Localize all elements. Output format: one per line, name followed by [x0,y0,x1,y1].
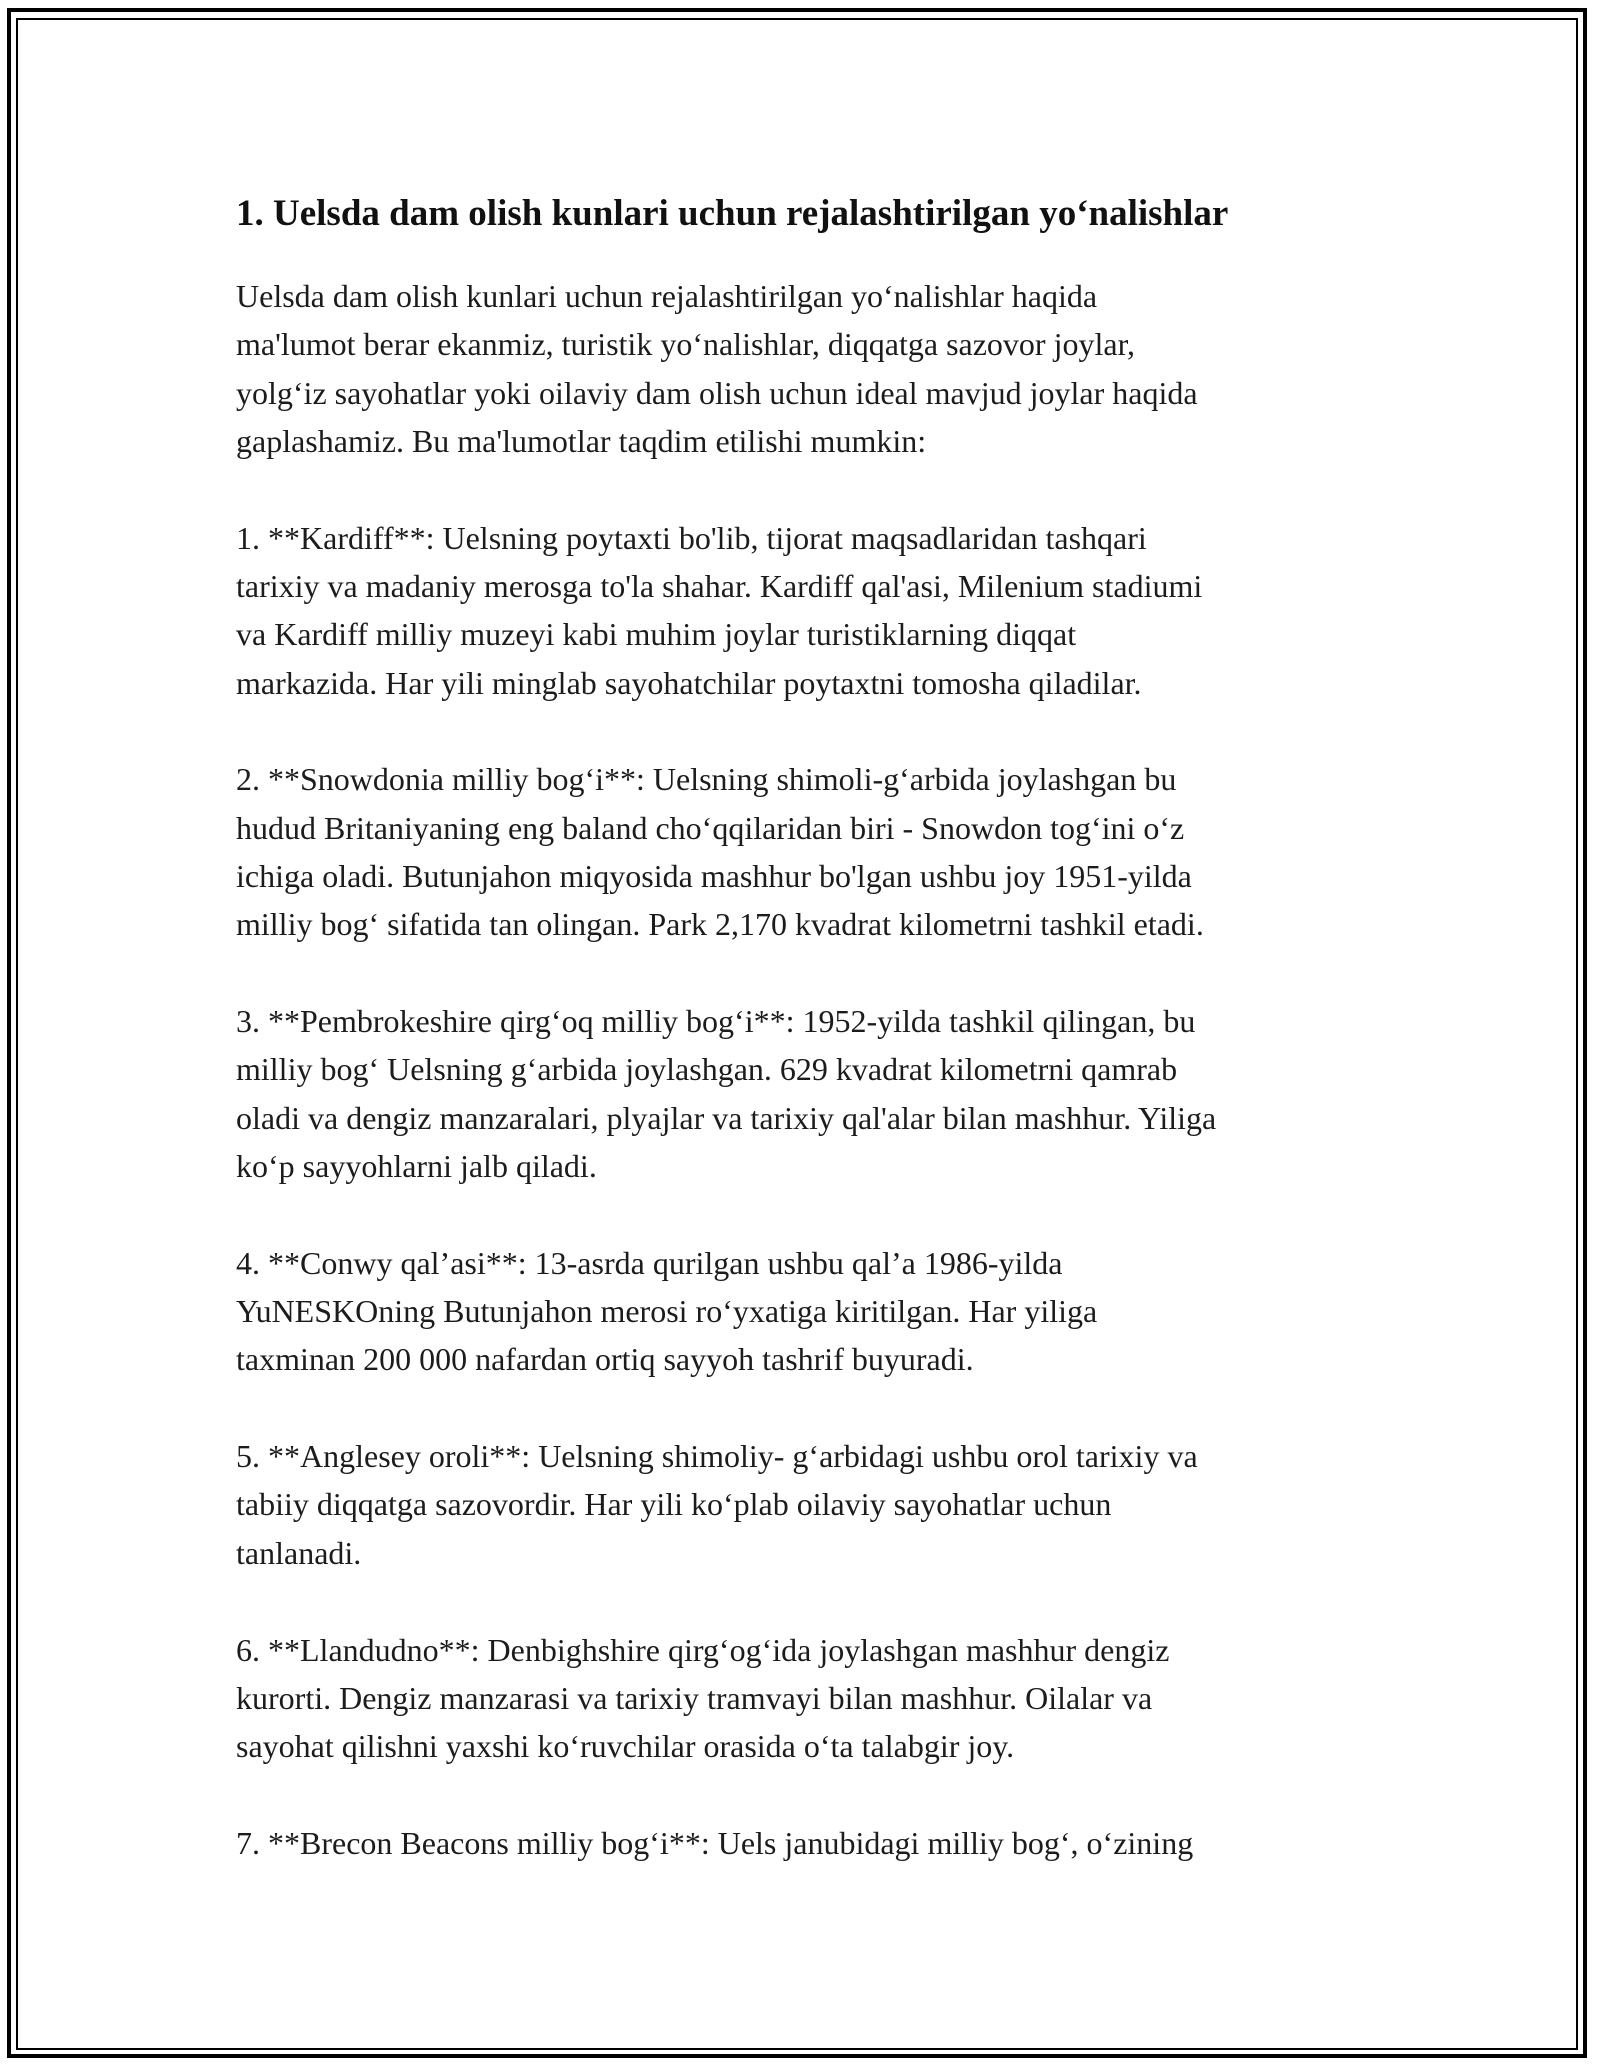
list-item-pembrokeshire [236,997,1386,1190]
page-title: 1. Uelsda dam olish kunlari uchun rejalashtirilgan yo‘nalishlar [236,193,1229,234]
text-line: gaplashamiz. Bu ma'lumotlar taqdim etilishi mumkin: [236,422,927,459]
text-line: va Kardiff milliy muzeyi kabi muhim joylar turistiklarning diqqat [236,616,1077,653]
list-item-conwy [236,1239,1386,1384]
list-item-snowdonia [236,755,1386,948]
text-line: sayohat qilishni yaxshi ko‘ruvchilar orasida o‘ta talabgir joy. [236,1728,1015,1765]
text-line: 1. **Kardiff**: Uelsning poytaxti bo'lib, tijorat maqsadlaridan tashqari [236,519,1147,556]
text-line: 2. **Snowdonia milliy bog‘i**: Uelsning shimoli-g‘arbida joylashgan bu [236,761,1177,798]
text-line: Uelsda dam olish kunlari uchun rejalashtirilgan yo‘nalishlar haqida [236,278,1098,314]
text-line: ko‘p sayyohlarni jalb qiladi. [236,1147,597,1184]
text-line: 6. **Llandudno**: Denbighshire qirg‘og‘ida joylashgan mashhur dengiz [236,1631,1170,1668]
text-line: yolg‘iz sayohatlar yoki oilaviy dam olish uchun ideal mavjud joylar haqida [236,374,1198,411]
text-line: hudud Britaniyaning eng baland cho‘qqilaridan biri - Snowdon tog‘ini o‘z [236,809,1185,846]
text-line: markazida. Har yili minglab sayohatchilar poytaxtni tomosha qiladilar. [236,664,1142,701]
text-line: ichiga oladi. Butunjahon miqyosida mashhur bo'lgan ushbu joy 1951-yilda [236,857,1192,894]
text-line: tarixiy va madaniy merosga to'la shahar. Kardiff qal'asi, Milenium stadiumi [236,567,1203,604]
list-item-llandudno [236,1626,1386,1771]
text-line: 5. **Anglesey oroli**: Uelsning shimoliy- g‘arbidagi ushbu orol tarixiy va [236,1438,1198,1475]
text-line: 3. **Pembrokeshire qirg‘oq milliy bog‘i**: 1952-yilda tashkil qilingan, bu [236,1003,1196,1040]
list-item-anglesey [236,1432,1386,1577]
text-line: taxminan 200 000 nafardan ortiq sayyoh tashrif buyuradi. [236,1341,974,1378]
text-line: tabiiy diqqatga sazovordir. Har yili ko‘plab oilaviy sayohatlar uchun [236,1486,1112,1523]
text-line: tanlanadi. [236,1534,362,1571]
text-line: oladi va dengiz manzaralari, plyajlar va tarixiy qal'alar bilan mashhur. Yiliga [236,1099,1217,1136]
text-line: 4. **Conwy qal’asi**: 13-asrda qurilgan ushbu qal’a 1986-yilda [236,1244,1063,1281]
list-item-brecon-beacons [236,1819,1386,1867]
text-line: milliy bog‘ Uelsning g‘arbida joylashgan. 629 kvadrat kilometrni qamrab [236,1051,1178,1088]
intro-paragraph [236,272,1386,465]
text-line: 7. **Brecon Beacons milliy bog‘i**: Uels janubidagi milliy bog‘, o‘zining [236,1824,1194,1861]
text-line: ma'lumot berar ekanmiz, turistik yo‘nalishlar, diqqatga sazovor joylar, [236,326,1135,363]
document-body [236,186,1386,1916]
text-line: YuNESKOning Butunjahon merosi ro‘yxatiga kiritilgan. Har yiliga [236,1293,1098,1330]
list-item-kardiff [236,514,1386,707]
text-line: milliy bog‘ sifatida tan olingan. Park 2,170 kvadrat kilometrni tashkil etadi. [236,906,1204,943]
text-line: kurorti. Dengiz manzarasi va tarixiy tramvayi bilan mashhur. Oilalar va [236,1679,1153,1716]
